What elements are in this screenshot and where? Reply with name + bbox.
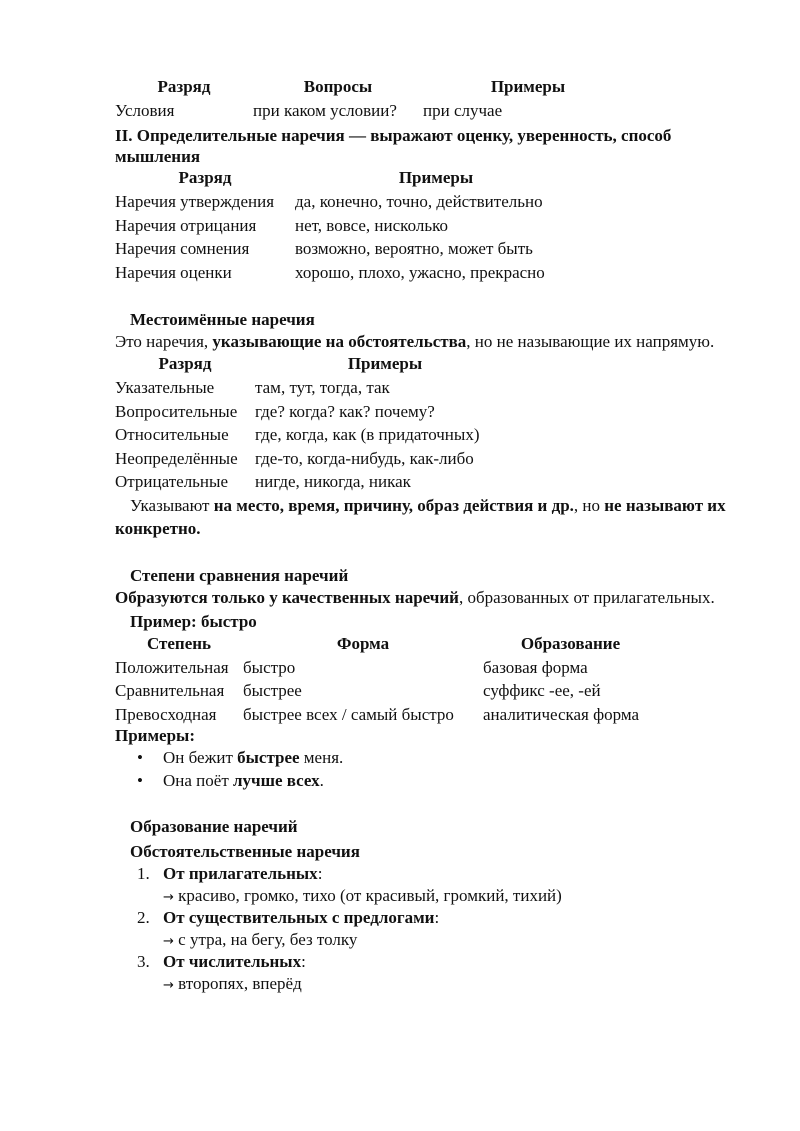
- paragraph: [115, 331, 755, 353]
- list-item: [163, 770, 755, 793]
- list-item: [137, 863, 755, 907]
- paragraph: [115, 495, 755, 541]
- table-cell: Отрицательные: [115, 472, 228, 492]
- bold-text: От прилагательных: [163, 863, 318, 883]
- table-cell: Условия: [115, 101, 175, 120]
- table-header-cell: Примеры: [490, 77, 566, 96]
- list-item: [163, 747, 755, 770]
- bold-text: Образуются только у качественных наречий: [115, 587, 459, 607]
- table-header-cell: Вопросы: [303, 77, 373, 96]
- formation-list: [115, 863, 755, 996]
- table-cell: при каком условии?: [253, 101, 397, 120]
- table-cell: где-то, когда-нибудь, как-либо: [255, 448, 474, 468]
- table-row: [115, 704, 658, 728]
- section-heading-text: Степени сравнения наречий: [130, 565, 349, 585]
- table-comparison: [115, 633, 658, 728]
- list-item: [137, 907, 755, 951]
- bold-text: указывающие на обстоятельства: [212, 332, 467, 352]
- bold-text: От существительных с предлогами: [163, 907, 435, 927]
- table-row: [115, 262, 577, 286]
- table-cell: возможно, вероятно, может быть: [295, 239, 533, 258]
- text: с утра, на бегу, без толку: [178, 929, 358, 949]
- table-row: [115, 448, 515, 472]
- table-header-row: [115, 76, 633, 100]
- table-definitive: [115, 167, 577, 285]
- table-row: [115, 238, 577, 262]
- table-cell: где? когда? как? почему?: [255, 401, 435, 421]
- table-row: [115, 401, 515, 425]
- text: красиво, громко, тихо (от красивый, громкий, тихий): [178, 885, 562, 905]
- table-row: [115, 680, 658, 704]
- text: Это наречия,: [115, 332, 213, 352]
- table-cell: Указательные: [115, 378, 215, 398]
- arrow-icon: →: [163, 978, 174, 994]
- bold-text: на место, время, причину, образ действия и др.: [213, 495, 574, 515]
- table-cell: где, когда, как (в придаточных): [255, 425, 480, 445]
- table-cell: да, конечно, точно, действительно: [295, 192, 543, 211]
- table-cell: хорошо, плохо, ужасно, прекрасно: [295, 262, 545, 282]
- text: :: [317, 863, 323, 883]
- table-header-row: [115, 353, 515, 377]
- table-cell: Вопросительные: [115, 401, 238, 421]
- table-cell: Относительные: [115, 425, 229, 445]
- text: Указывают: [130, 495, 214, 515]
- section-heading: [115, 816, 755, 838]
- table-row: [115, 191, 577, 215]
- table-cell: быстрее всех / самый быстро: [243, 704, 454, 724]
- subheading-text: Обстоятельственные наречия: [130, 841, 360, 861]
- table-cell: Наречия утверждения: [115, 192, 275, 211]
- text: :: [301, 952, 306, 971]
- text: .: [319, 770, 324, 790]
- table-header-cell: Разряд: [178, 168, 232, 187]
- bold-text: быстрее: [237, 748, 300, 768]
- table-cell: Сравнительная: [115, 681, 225, 701]
- bold-text: От числительных: [163, 952, 302, 971]
- subheading-text: Пример: быстро: [130, 611, 257, 631]
- list-number: 2.: [137, 907, 150, 927]
- table-cell: быстро: [243, 657, 296, 677]
- section-heading: II. Определительные наречия — выражают оценку, уверенность, способ мышления: [115, 125, 672, 166]
- table-cell: Наречия оценки: [115, 262, 232, 282]
- examples-list: [115, 747, 755, 792]
- table-header-cell: Степень: [146, 633, 212, 653]
- text: , но: [573, 495, 605, 515]
- table-cell: нигде, никогда, никак: [255, 472, 411, 492]
- table-cell: быстрее: [243, 681, 302, 701]
- table-cell: нет, вовсе, нисколько: [295, 215, 448, 235]
- list-number: 3.: [137, 952, 150, 971]
- table-pronominal: [115, 353, 515, 495]
- text: Он бежит: [163, 748, 238, 768]
- bold-text: не называют их конкретно.: [115, 495, 726, 538]
- list-item-detail: [163, 973, 755, 995]
- section-heading-text: Образование наречий: [130, 817, 298, 837]
- list-item: [137, 951, 755, 995]
- table-header-cell: Форма: [336, 633, 390, 653]
- table-cell: Положительная: [115, 657, 229, 677]
- table-header-cell: Примеры: [398, 168, 474, 187]
- text: Она поёт: [163, 770, 233, 790]
- table-cell: Превосходная: [115, 704, 217, 724]
- table-header-row: [115, 633, 658, 657]
- table-header-cell: Разряд: [158, 354, 212, 374]
- text: , образованных от прилагательных.: [458, 587, 715, 607]
- text: второпях, вперёд: [178, 974, 302, 994]
- list-number: 1.: [137, 863, 150, 883]
- table-cell: Неопределённые: [115, 448, 238, 468]
- table-cell: Наречия отрицания: [115, 215, 257, 235]
- arrow-icon: →: [163, 933, 174, 949]
- table-conditions: [115, 76, 633, 124]
- table-cell: при случае: [423, 101, 503, 120]
- table-header-row: [115, 167, 577, 191]
- table-cell: суффикс -ее, -ей: [483, 681, 601, 701]
- table-cell: базовая форма: [483, 657, 588, 677]
- table-cell: аналитическая форма: [483, 704, 640, 724]
- document-page: [115, 76, 755, 995]
- table-row: [115, 471, 515, 495]
- section-heading: [115, 565, 755, 587]
- arrow-icon: →: [163, 889, 174, 905]
- list-item-detail: [163, 929, 755, 951]
- table-header-cell: Образование: [520, 633, 621, 653]
- table-cell: там, тут, тогда, так: [255, 378, 390, 398]
- table-row: [115, 215, 577, 239]
- examples-label: Примеры:: [115, 726, 195, 746]
- table-row: [115, 424, 515, 448]
- section-heading: [115, 309, 755, 331]
- table-row: [115, 657, 658, 681]
- text: , но не называющие их напрямую.: [466, 332, 715, 352]
- table-cell: Наречия сомнения: [115, 239, 250, 258]
- section-heading-text: Местоимённые наречия: [130, 310, 315, 329]
- table-header-cell: Примеры: [347, 354, 423, 374]
- paragraph: [115, 587, 755, 609]
- list-item-detail: [163, 885, 755, 907]
- table-row: [115, 100, 633, 124]
- bold-text: лучше всех: [233, 770, 320, 790]
- text: :: [434, 907, 440, 927]
- table-row: [115, 377, 515, 401]
- subheading: [115, 841, 755, 863]
- subheading: [115, 611, 755, 633]
- table-header-cell: Разряд: [157, 77, 211, 96]
- text: меня.: [299, 748, 344, 768]
